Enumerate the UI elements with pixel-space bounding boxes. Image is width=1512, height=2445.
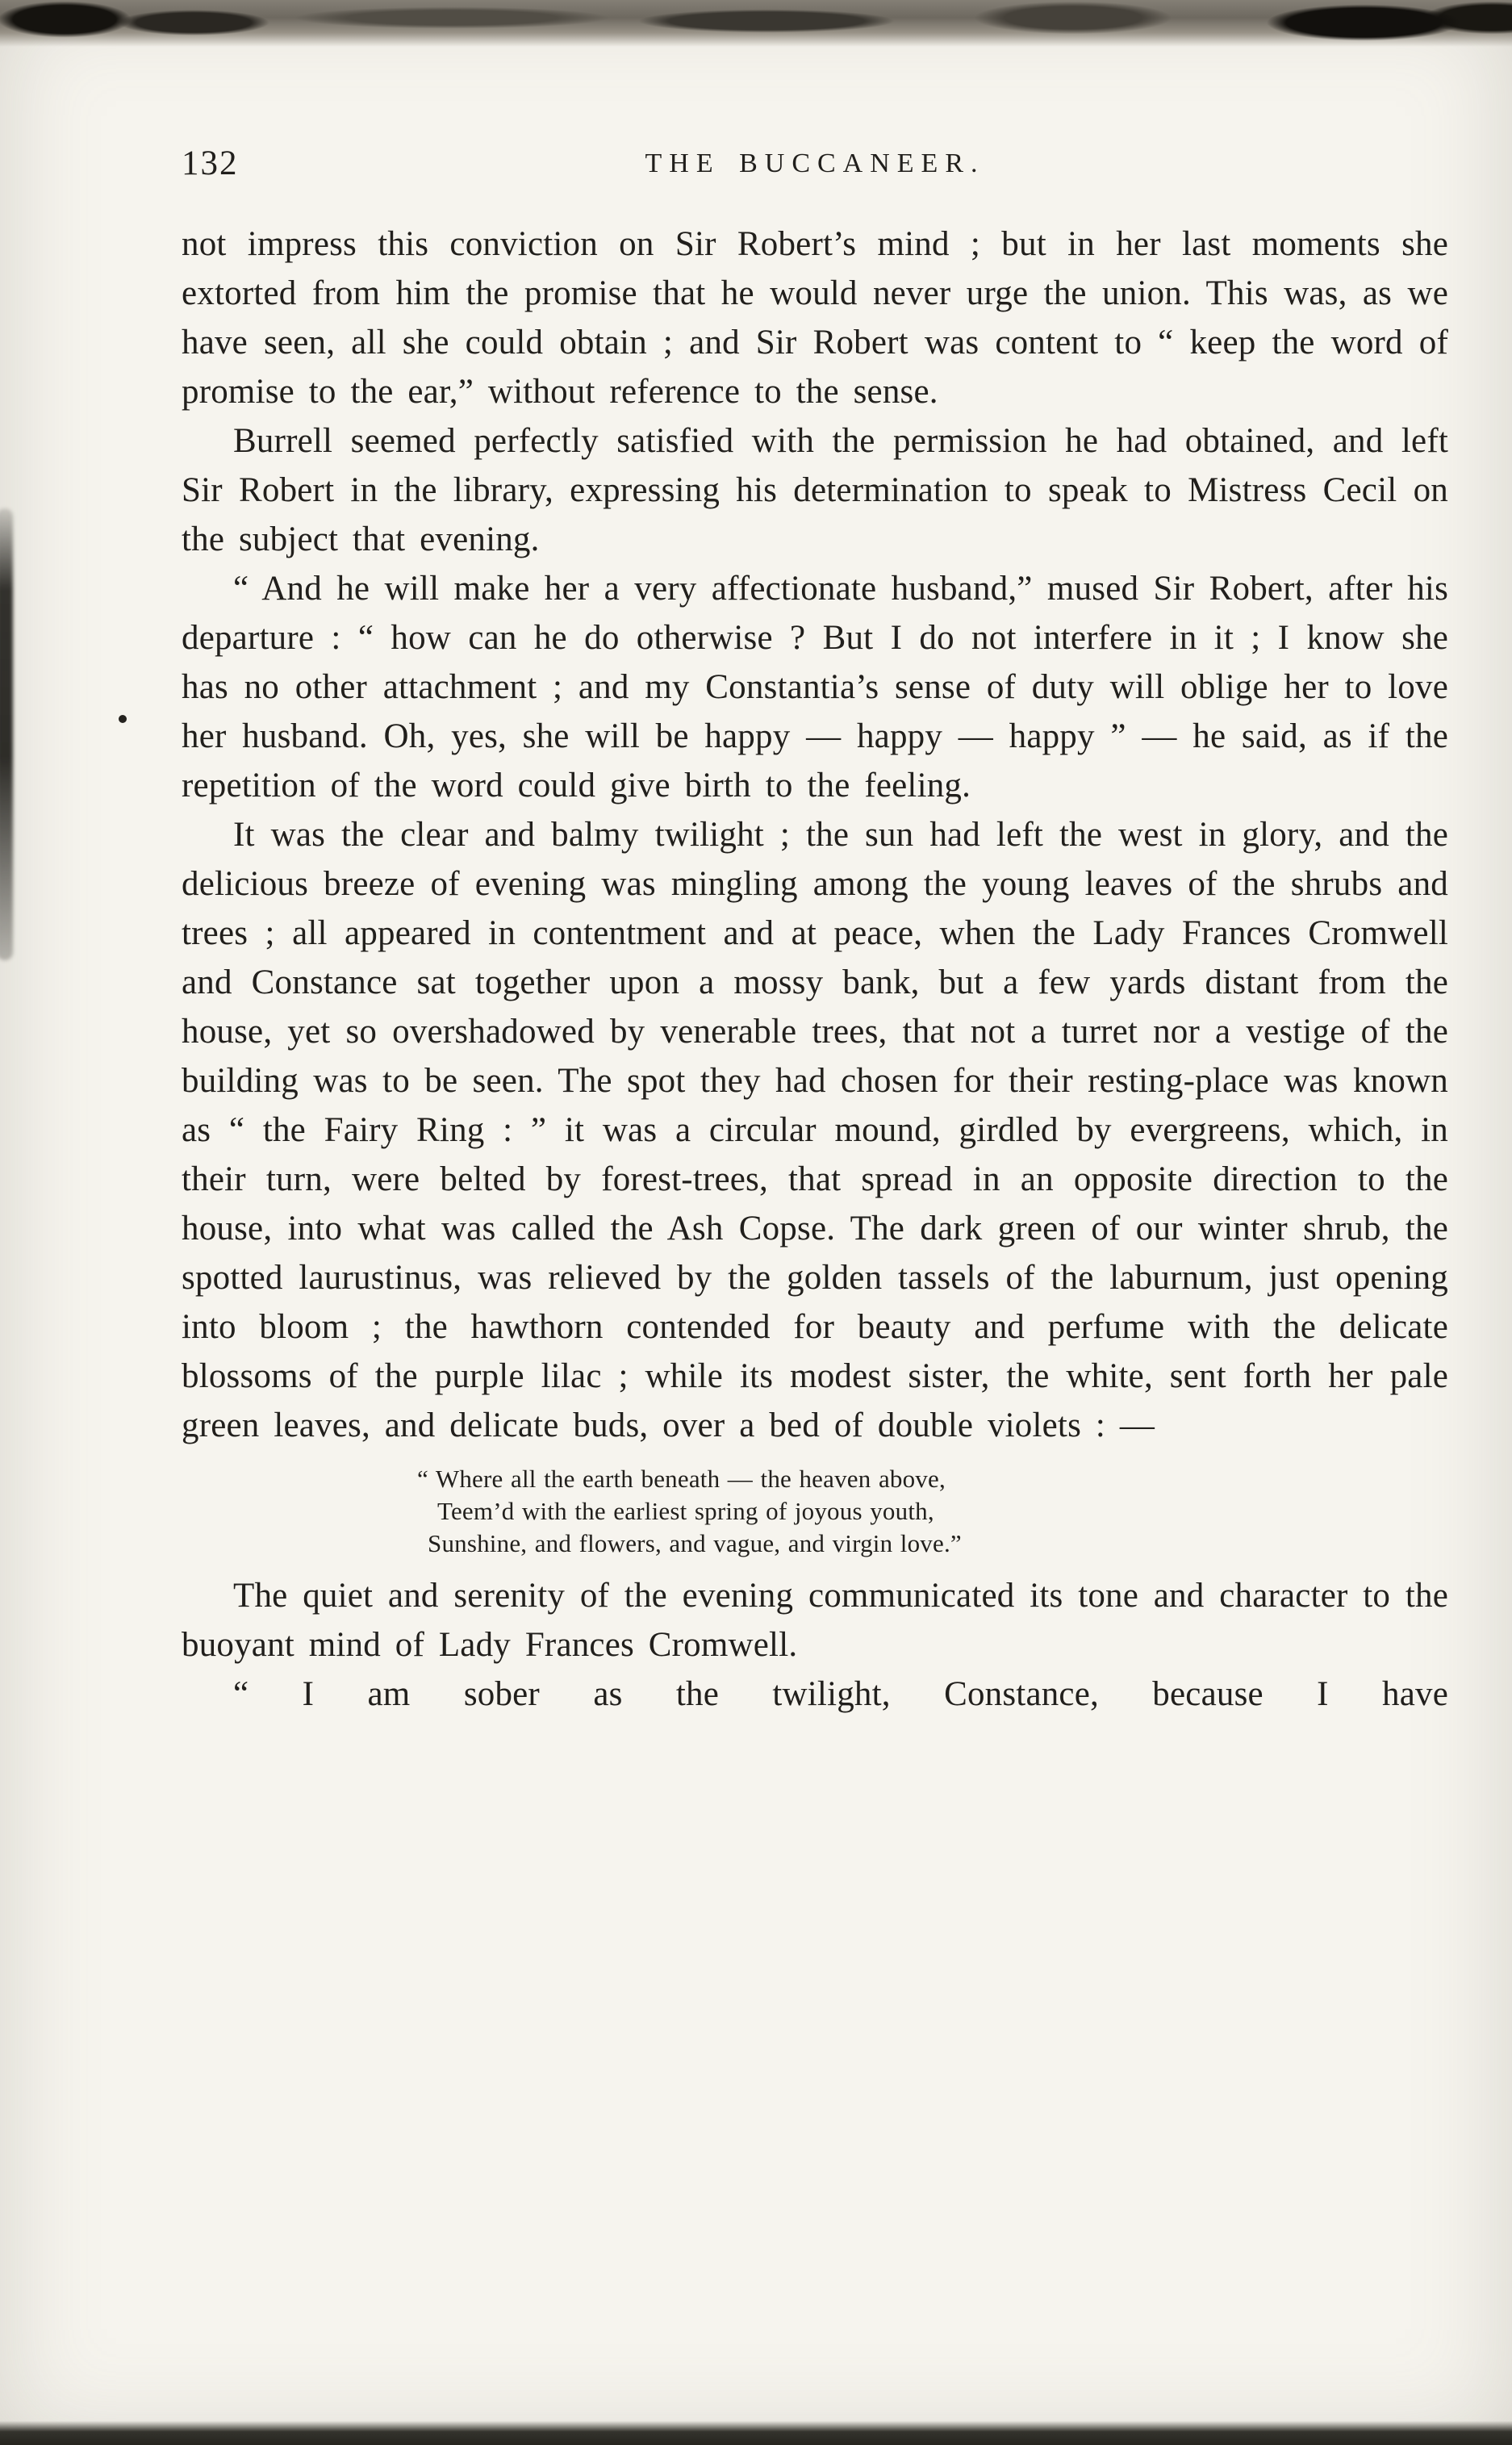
verse-quote	[417, 1463, 1448, 1560]
page-text	[182, 219, 1448, 1719]
paragraph: Burrell seemed perfectly satisfied with the permission he had obtained, and left Sir Robert in the library, expressing his determination to speak to Mistress Cecil on the subject that evening.	[182, 422, 1448, 558]
paragraph: “ I am sober as the twilight, Constance, because I have	[233, 1675, 1448, 1713]
page-header	[182, 142, 1448, 194]
ink-speck	[119, 715, 127, 723]
paragraph: It was the clear and balmy twilight ; the sun had left the west in glory, and the delicious breeze of evening was mingling among the young leaves of the shrubs and trees ; all appeared in contentment and at peace, when the Lady Frances Cromwell and Constance sat together upon a mossy bank, but a few yards distant from the house, yet so overshadowed by venerable trees, that not a turret nor a vestige of the building was to be seen. The spot they had chosen for their resting-place was known as “ the Fairy Ring : ” it was a circular mound, girdled by evergreens, which, in their turn, were belted by forest-trees, that spread in an opposite direction to the house, into what was called the Ash Copse. The dark green of our winter shrub, the spotted laurustinus, was relieved by the golden tassels of the laburnum, just opening into bloom ; the hawthorn contended for beauty and perfume with the delicate blossoms of the purple lilac ; while its modest sister, the white, sent forth her pale green leaves, and delicate buds, over a bed of double violets : —	[182, 816, 1448, 1444]
scan-bottom-edge-artifact	[0, 2421, 1512, 2445]
verse-line: “ Where all the earth beneath — the heaven above,	[417, 1465, 946, 1493]
verse-line: Sunshine, and flowers, and vague, and virgin love.”	[428, 1529, 962, 1557]
verse-line: Teem’d with the earliest spring of joyous youth,	[437, 1497, 934, 1525]
page-number: 132	[182, 144, 239, 182]
paragraph: not impress this conviction on Sir Robert’s mind ; but in her last moments she extorted from him the promise that he would never urge the union. This was, as we have seen, all she could obtain ; and Sir Robert was content to “ keep the word of promise to the ear,” without reference to the sense.	[182, 225, 1448, 411]
binding-smudge-artifact	[0, 508, 13, 960]
running-title: THE BUCCANEER.	[645, 148, 985, 178]
paragraph: The quiet and serenity of the evening communicated its tone and character to the buoyant mind of Lady Frances Cromwell.	[182, 1577, 1448, 1664]
scan-top-edge-artifact	[0, 0, 1512, 47]
paragraph: “ And he will make her a very affectionate husband,” mused Sir Robert, after his departure : “ how can he do otherwise ? But I do not interfere in it ; I know she has no other attachment ; and my Constantia’s sense of duty will oblige her to love her husband. Oh, yes, she will be happy — happy — happy ” — he said, as if the repetition of the word could give birth to the feeling.	[182, 570, 1448, 805]
